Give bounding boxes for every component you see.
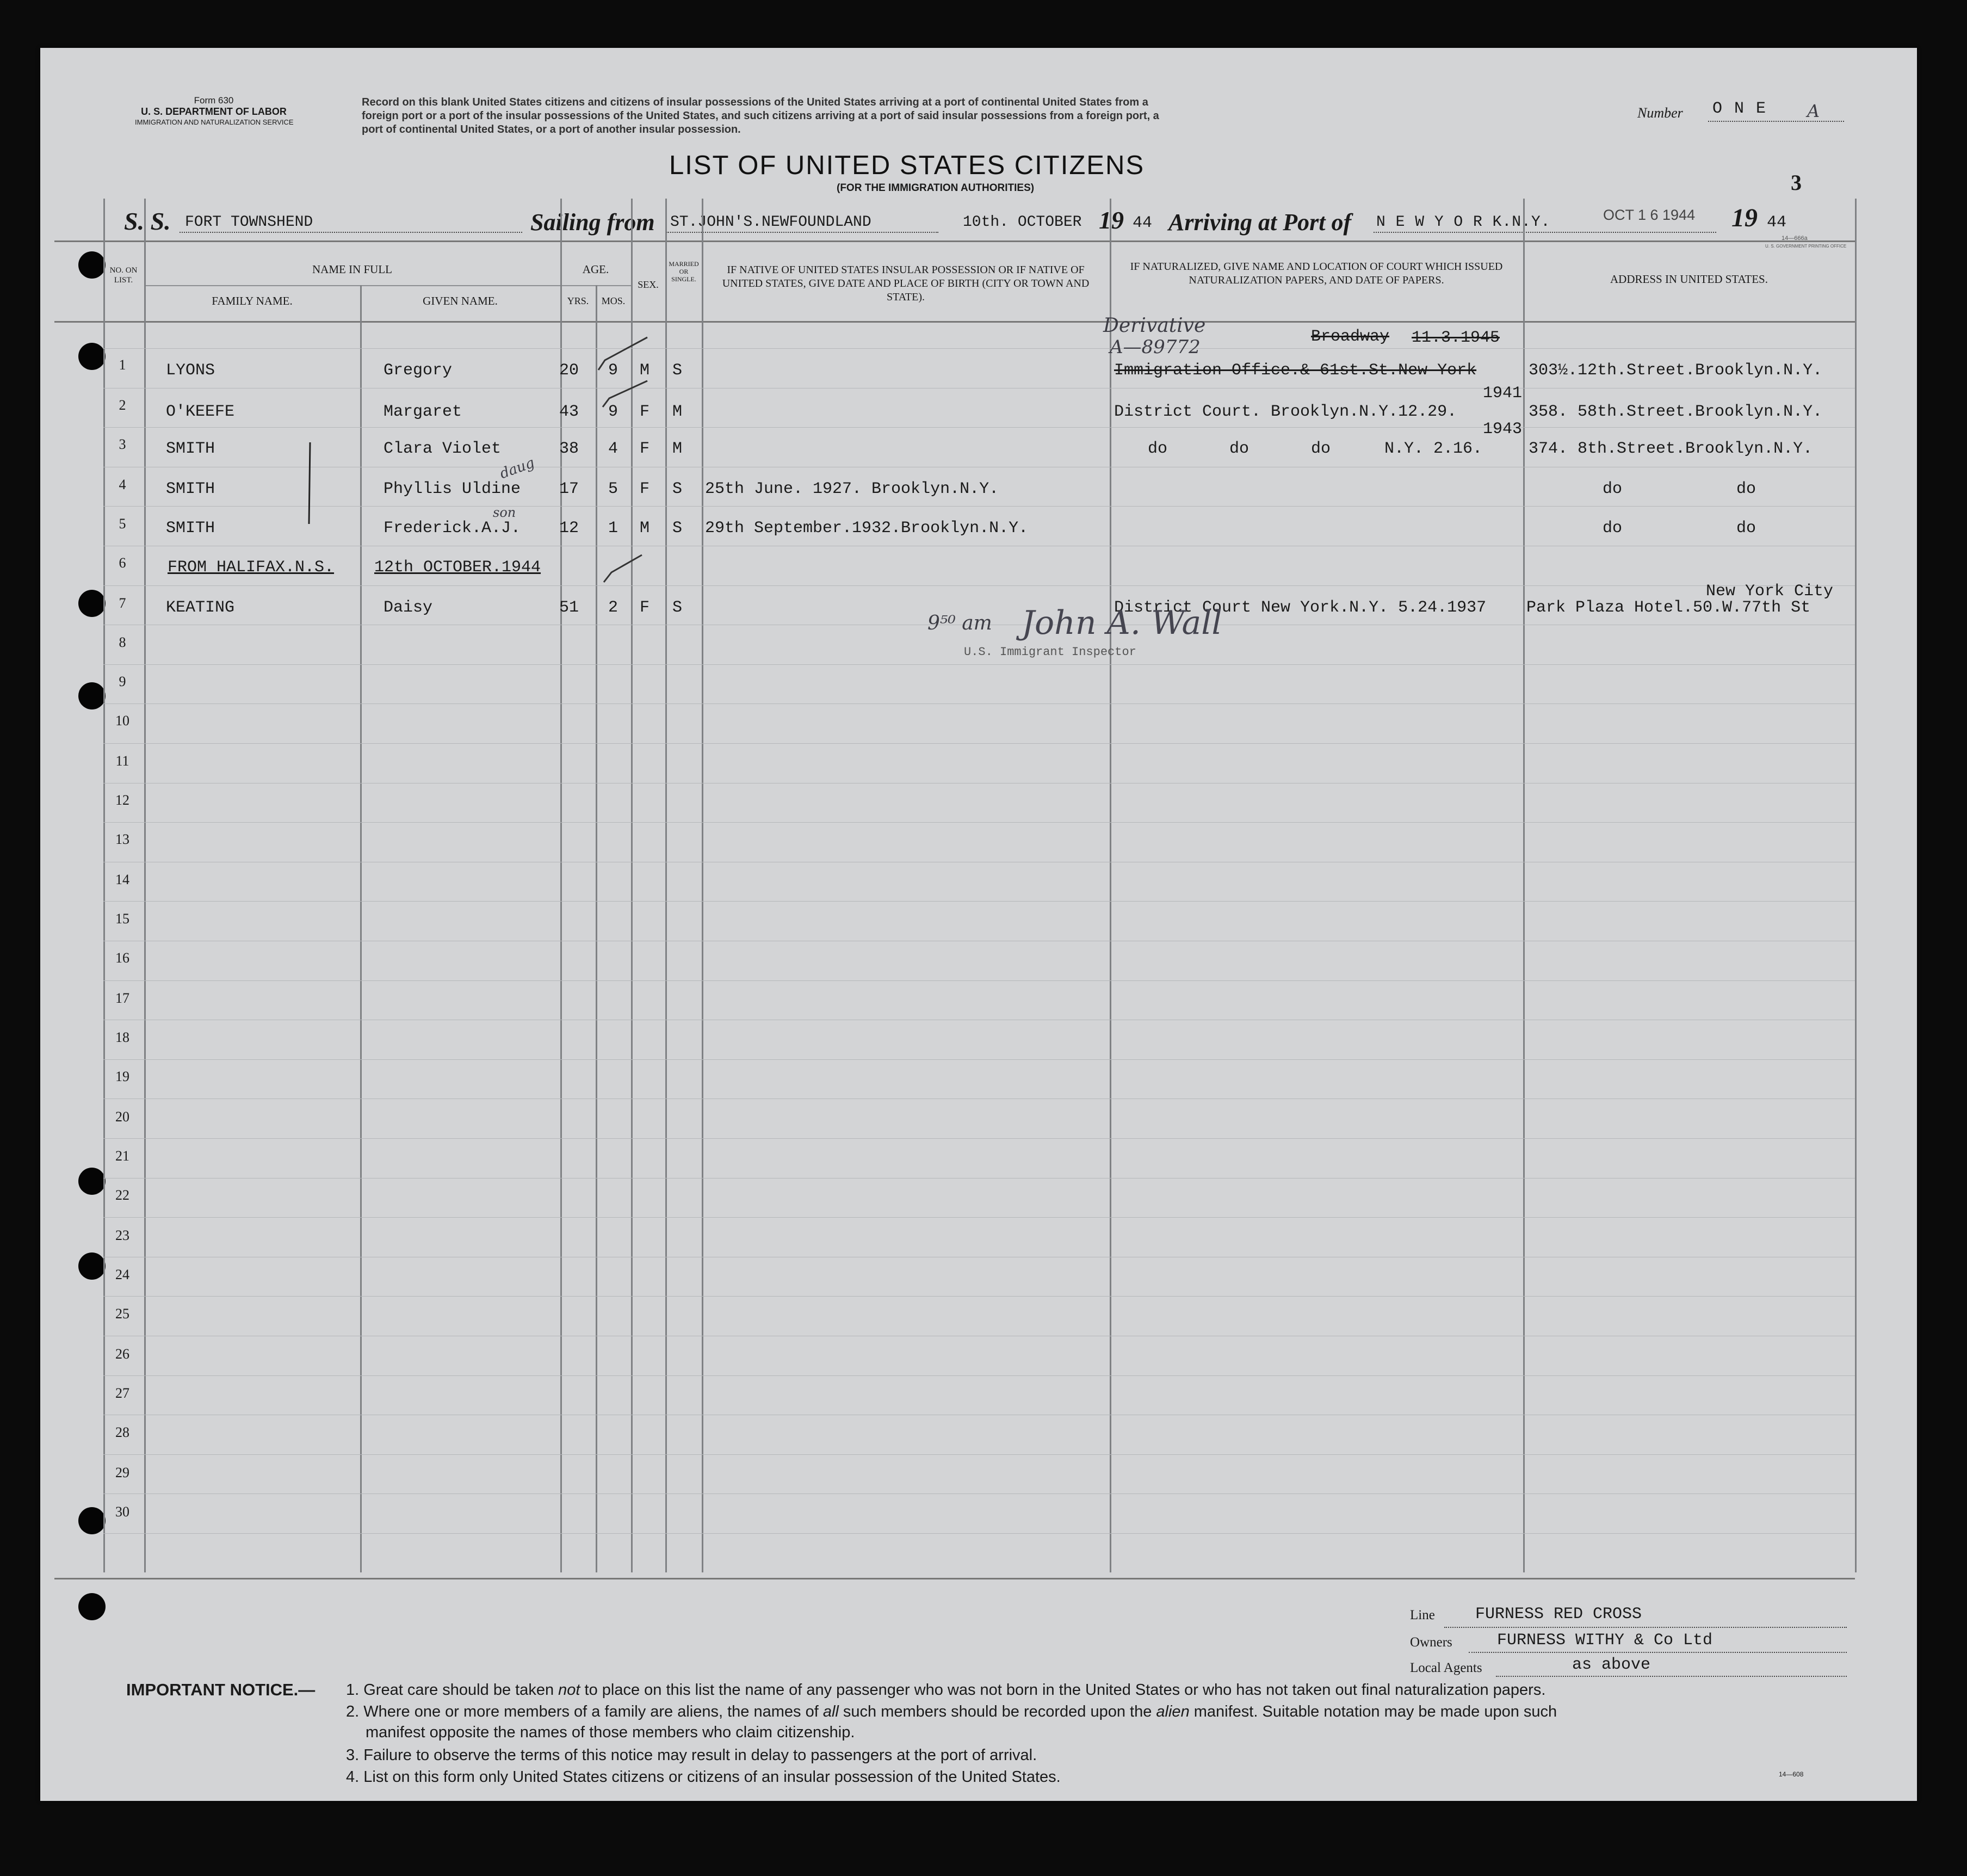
naturalization-top: Broadway — [1311, 328, 1390, 346]
note-a-number: A—89772 — [1110, 336, 1201, 358]
address: 358. 58th.Street.Brooklyn.N.Y. — [1529, 403, 1823, 421]
sailing-year: 44 — [1133, 214, 1153, 232]
punch-hole — [78, 590, 106, 617]
given-name: Frederick.A.J. — [383, 519, 521, 538]
header-age: AGE. — [582, 263, 609, 276]
address-ditto: do — [1736, 480, 1756, 498]
row-number: 15 — [115, 911, 129, 927]
address-ditto: do — [1603, 519, 1623, 538]
punch-hole — [78, 1507, 106, 1534]
address: 303½.12th.Street.Brooklyn.N.Y. — [1529, 361, 1823, 380]
number-suffix: A — [1807, 101, 1820, 121]
naturalization: District Court. Brooklyn.N.Y.12.29. — [1114, 403, 1457, 421]
row-number: 12 — [115, 792, 129, 808]
inspector-signature: John A. Wall — [1022, 604, 1222, 642]
row-number: 11 — [115, 753, 129, 769]
note-derivative: Derivative — [1103, 314, 1206, 337]
sex: F — [640, 598, 650, 617]
punch-hole — [78, 343, 106, 370]
row-number: 8 — [119, 634, 126, 650]
age-months: 9 — [608, 361, 618, 380]
row-number: 3 — [119, 436, 126, 452]
signature-time: 9⁵⁰ am — [927, 612, 992, 634]
row-number: 25 — [115, 1306, 129, 1322]
row-number: 9 — [119, 674, 126, 689]
family-name: SMITH — [166, 519, 215, 538]
sex: F — [640, 440, 650, 458]
row-rule — [103, 1217, 1855, 1218]
given-name: Clara Violet — [383, 440, 502, 458]
punch-hole — [78, 682, 106, 709]
family-name: SMITH — [166, 440, 215, 458]
row-number: 10 — [115, 713, 129, 729]
header-name-in-full: NAME IN FULL — [312, 263, 392, 276]
header-given-name: GIVEN NAME. — [423, 294, 498, 307]
given-note: daug — [497, 454, 537, 483]
line-label: Line — [1410, 1608, 1435, 1622]
address-ditto: do — [1736, 519, 1756, 538]
department: U. S. DEPARTMENT OF LABOR — [141, 106, 287, 117]
notice-item-4: 4. List on this form only United States citizens or citizens of an insular possession of the United States. — [346, 1768, 1061, 1786]
header-native: IF NATIVE OF UNITED STATES INSULAR POSSESSION OR IF NATIVE OF UNITED STATES, GIVE DATE AND PLACE OF BIRTH (CITY OR TOWN AND STATE). — [722, 264, 1090, 303]
footer-code: 14—608 — [1779, 1770, 1804, 1778]
marital-status: S — [672, 361, 683, 380]
notice-item-3: 3. Failure to observe the terms of this notice may result in delay to passengers at the port of arrival. — [346, 1747, 1037, 1764]
printer-note: U. S. GOVERNMENT PRINTING OFFICE — [1765, 244, 1847, 249]
row-rule — [103, 901, 1855, 902]
ss-label: S. S. — [124, 207, 171, 235]
family-name: LYONS — [166, 361, 215, 380]
age-months: 4 — [608, 440, 618, 458]
marital-status: S — [672, 519, 683, 538]
header-address: ADDRESS IN UNITED STATES. — [1610, 273, 1768, 286]
row-number: 18 — [115, 1029, 129, 1045]
arrival-year: 44 — [1767, 213, 1787, 232]
row-number: 28 — [115, 1424, 129, 1440]
row-number: 26 — [115, 1346, 129, 1362]
notice-item-2-cont: manifest opposite the names of those members who claim citizenship. — [366, 1724, 855, 1741]
row-number: 5 — [119, 516, 126, 532]
sailing-label: Sailing from — [530, 209, 655, 236]
row-rule — [103, 585, 1855, 586]
header-months: MOS. — [601, 295, 626, 306]
year-prefix-2: 19 — [1731, 203, 1758, 232]
sex: M — [640, 519, 650, 538]
row-rule — [103, 1138, 1855, 1139]
given-name: Daisy — [383, 598, 433, 617]
age-months: 1 — [608, 519, 618, 538]
naturalization-year: 1941 — [1483, 384, 1523, 403]
arriving-label: Arriving at Port of — [1168, 209, 1352, 236]
check-marks — [566, 326, 675, 609]
printer-mark: 14—666a — [1782, 235, 1808, 242]
marital-status: S — [672, 598, 683, 617]
manifest-sheet — [40, 48, 1917, 1801]
row-number: 14 — [115, 872, 129, 887]
row-number: 23 — [115, 1227, 129, 1243]
address-top: New York City — [1706, 582, 1834, 601]
row-number: 20 — [115, 1109, 129, 1125]
header-years: YRS. — [567, 295, 589, 306]
age-years: 20 — [559, 361, 579, 380]
marital-status: M — [672, 403, 683, 421]
address-ditto: do — [1603, 480, 1623, 498]
owners-label: Owners — [1410, 1635, 1452, 1650]
instructions: Record on this blank United States citizens and citizens of insular possessions of the United States arriving at a port of continental United States from a foreign port or a port of the insular possessions of the United States, and such citizens arriving at a port of said insular possessions from a foreign port, a port of continental United States, or a port of another insular possession. — [362, 96, 1159, 135]
row-number: 7 — [119, 595, 126, 611]
age-years: 38 — [559, 440, 579, 458]
row-rule — [103, 1059, 1855, 1060]
row-number: 6 — [119, 555, 126, 571]
header-sex: SEX. — [638, 279, 659, 290]
row-number: 16 — [115, 950, 129, 966]
naturalization-ditto: do — [1311, 440, 1331, 458]
number-value: O N E — [1712, 100, 1767, 118]
naturalization: District Court New York.N.Y. 5.24.1937 — [1114, 598, 1487, 617]
header-married-single: MARRIED OR SINGLE. — [669, 260, 699, 283]
inspector-title: U.S. Immigrant Inspector — [964, 645, 1136, 659]
age-years: 12 — [559, 519, 579, 538]
page-subtitle: (FOR THE IMMIGRATION AUTHORITIES) — [837, 182, 1035, 194]
header-family-name: FAMILY NAME. — [212, 294, 293, 307]
page-number: 3 — [1791, 170, 1802, 195]
ship-name: FORT TOWNSHEND — [185, 214, 313, 231]
row-number: 30 — [115, 1504, 129, 1520]
age-months: 9 — [608, 403, 618, 421]
sex: F — [640, 403, 650, 421]
pencil-mark — [305, 440, 316, 527]
family-name: O'KEEFE — [166, 403, 235, 421]
row-number: 2 — [119, 397, 126, 413]
age-years: 51 — [559, 598, 579, 617]
sex: M — [640, 361, 650, 380]
naturalization: Immigration Office.& 61st.St.New York — [1114, 361, 1477, 380]
local-agents-value: as above — [1572, 1656, 1651, 1674]
header-no: NO. ON LIST. — [109, 266, 138, 285]
row-rule — [103, 980, 1855, 981]
page-title: LIST OF UNITED STATES CITIZENS — [669, 151, 1145, 180]
row-number: 24 — [115, 1267, 129, 1282]
given-note: son — [493, 505, 516, 520]
birth-details: 29th September.1932.Brooklyn.N.Y. — [705, 519, 1029, 538]
row-rule — [103, 1533, 1855, 1534]
given-name: Phyllis Uldine — [383, 480, 521, 498]
punch-hole — [78, 251, 106, 279]
arrival-port: N E W Y O R K.N.Y. — [1376, 214, 1551, 231]
naturalization-year: 1943 — [1483, 420, 1523, 439]
line-value: FURNESS RED CROSS — [1475, 1605, 1642, 1624]
given-name: Margaret — [383, 403, 462, 421]
row-number: 1 — [119, 357, 126, 373]
sailing-from: ST.JOHN'S.NEWFOUNDLAND — [670, 214, 871, 231]
local-agents-label: Local Agents — [1410, 1661, 1482, 1675]
header-naturalized: IF NATURALIZED, GIVE NAME AND LOCATION OF COURT WHICH ISSUED NATURALIZATION PAPERS, AND DATE OF PAPERS. — [1130, 261, 1503, 286]
address: 374. 8th.Street.Brooklyn.N.Y. — [1529, 440, 1813, 458]
notice-item-2: 2. Where one or more members of a family are aliens, the names of all such members should be recorded upon the alien manifest. Suitable notation may be made upon such — [346, 1703, 1557, 1720]
row-rule — [103, 1375, 1855, 1376]
family-name: SMITH — [166, 480, 215, 498]
age-months: 2 — [608, 598, 618, 617]
from-date: 12th OCTOBER.1944 — [374, 558, 541, 577]
row-number: 4 — [119, 477, 126, 492]
sex: F — [640, 480, 650, 498]
from-port: FROM HALIFAX.N.S. — [168, 558, 335, 577]
row-rule — [103, 506, 1855, 507]
age-years: 17 — [559, 480, 579, 498]
row-rule — [103, 664, 1855, 665]
row-number: 19 — [115, 1069, 129, 1084]
row-rule — [103, 1296, 1855, 1297]
row-number: 21 — [115, 1148, 129, 1164]
sailing-date: 10th. OCTOBER — [963, 214, 1082, 231]
form-id — [135, 95, 293, 128]
year-prefix-1: 19 — [1099, 206, 1124, 234]
naturalization-top-date: 11.3.1945 — [1412, 329, 1500, 347]
row-number: 22 — [115, 1187, 129, 1203]
naturalization-ditto: do — [1148, 440, 1168, 458]
number-label: Number — [1637, 105, 1683, 121]
owners-value: FURNESS WITHY & Co Ltd — [1497, 1631, 1713, 1650]
family-name: KEATING — [166, 598, 235, 617]
punch-hole — [78, 1168, 106, 1195]
naturalization-ditto: do — [1229, 440, 1250, 458]
row-number: 29 — [115, 1465, 129, 1480]
row-number: 17 — [115, 990, 129, 1006]
row-rule — [103, 427, 1855, 428]
punch-hole — [78, 1252, 106, 1280]
punch-hole — [78, 1593, 106, 1620]
notice-item-1: 1. Great care should be taken not to place on this list the name of any passenger who was not born in the United States or who has not taken out final naturalization papers. — [346, 1681, 1546, 1699]
row-rule — [103, 348, 1855, 349]
arrival-stamp: OCT 1 6 1944 — [1603, 207, 1696, 223]
row-rule — [103, 822, 1855, 823]
age-years: 43 — [559, 403, 579, 421]
naturalization: N.Y. 2.16. — [1384, 440, 1483, 458]
row-rule — [103, 1454, 1855, 1455]
form-number: Form 630 — [194, 95, 234, 106]
row-rule — [103, 743, 1855, 744]
notice-heading: IMPORTANT NOTICE.— — [126, 1680, 316, 1699]
service: IMMIGRATION AND NATURALIZATION SERVICE — [135, 118, 294, 126]
marital-status: M — [672, 440, 683, 458]
address: Park Plaza Hotel.50.W.77th St — [1526, 598, 1811, 617]
birth-details: 25th June. 1927. Brooklyn.N.Y. — [705, 480, 999, 498]
row-number: 27 — [115, 1385, 129, 1401]
age-months: 5 — [608, 480, 618, 498]
marital-status: S — [672, 480, 683, 498]
given-name: Gregory — [383, 361, 453, 380]
row-number: 13 — [115, 831, 129, 847]
